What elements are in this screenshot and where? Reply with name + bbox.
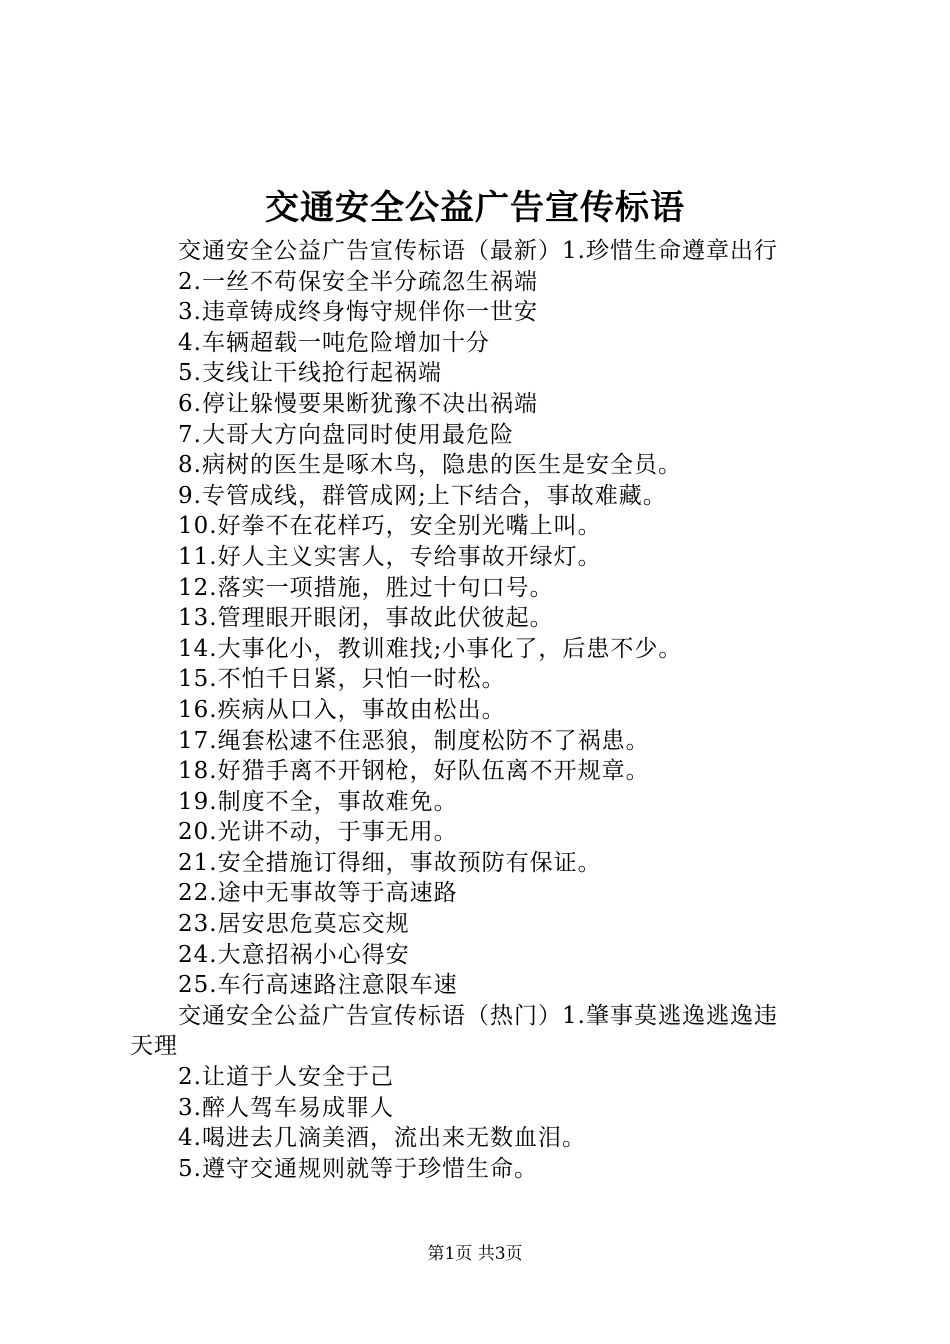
slogan-line: 5.支线让干线抢行起祸端	[178, 360, 442, 387]
slogan-line: 19.制度不全，事故难免。	[178, 788, 458, 815]
slogan-line: 16.疾病从口入，事故由松出。	[178, 696, 506, 723]
slogan-line: 4.喝进去几滴美酒，流出来无数血泪。	[178, 1125, 586, 1152]
slogan-line: 20.光讲不动，于事无用。	[178, 819, 458, 846]
slogan-line: 10.好拳不在花样巧，安全别光嘴上叫。	[178, 513, 602, 540]
paragraph-hot-first-line: 交通安全公益广告宣传标语（热门）1.肇事莫逃逸逃逸违	[178, 1002, 778, 1029]
slogan-line: 4.车辆超载一吨危险增加十分	[178, 329, 490, 356]
slogan-line: 2.让道于人安全于己	[178, 1064, 394, 1091]
slogan-line: 9.专管成线，群管成网;上下结合，事故难藏。	[178, 482, 667, 509]
slogan-line: 3.醉人驾车易成罪人	[178, 1094, 394, 1121]
slogan-line: 23.居安思危莫忘交规	[178, 911, 410, 938]
slogan-line: 7.大哥大方向盘同时使用最危险	[178, 421, 514, 448]
slogan-line: 13.管理眼开眼闭，事故此伏彼起。	[178, 605, 554, 632]
slogan-line: 5.遵守交通规则就等于珍惜生命。	[178, 1155, 538, 1182]
document-body	[130, 236, 840, 1184]
slogan-list-latest	[130, 236, 840, 1001]
slogan-line: 3.违章铸成终身悔守规伴你一世安	[178, 299, 538, 326]
slogan-line: 21.安全措施订得细，事故预防有保证。	[178, 849, 602, 876]
slogan-line: 17.绳套松逮不住恶狼，制度松防不了祸患。	[178, 727, 650, 754]
paragraph-hot-continuation: 天理	[130, 1033, 178, 1060]
page-footer: 第1页 共3页	[427, 1244, 523, 1264]
slogan-line: 6.停让躲慢要果断犹豫不决出祸端	[178, 390, 538, 417]
slogan-line: 15.不怕千日紧，只怕一时松。	[178, 666, 506, 693]
slogan-line: 8.病树的医生是啄木鸟，隐患的医生是安全员。	[178, 452, 682, 479]
slogan-line: 14.大事化小，教训难找;小事化了，后患不少。	[178, 635, 683, 662]
slogan-list-hot	[130, 1062, 840, 1184]
slogan-line: 12.落实一项措施，胜过十句口号。	[178, 574, 554, 601]
document-title: 交通安全公益广告宣传标语	[265, 188, 685, 228]
slogan-line: 24.大意招祸小心得安	[178, 941, 410, 968]
slogan-line: 22.途中无事故等于高速路	[178, 880, 458, 907]
slogan-line: 2.一丝不苟保安全半分疏忽生祸端	[178, 268, 538, 295]
slogan-line: 18.好猎手离不开钢枪，好队伍离不开规章。	[178, 758, 650, 785]
slogan-line: 11.好人主义实害人，专给事故开绿灯。	[178, 543, 602, 570]
slogan-line: 25.车行高速路注意限车速	[178, 972, 458, 999]
slogan-line: 交通安全公益广告宣传标语（最新）1.珍惜生命遵章出行	[178, 238, 778, 264]
